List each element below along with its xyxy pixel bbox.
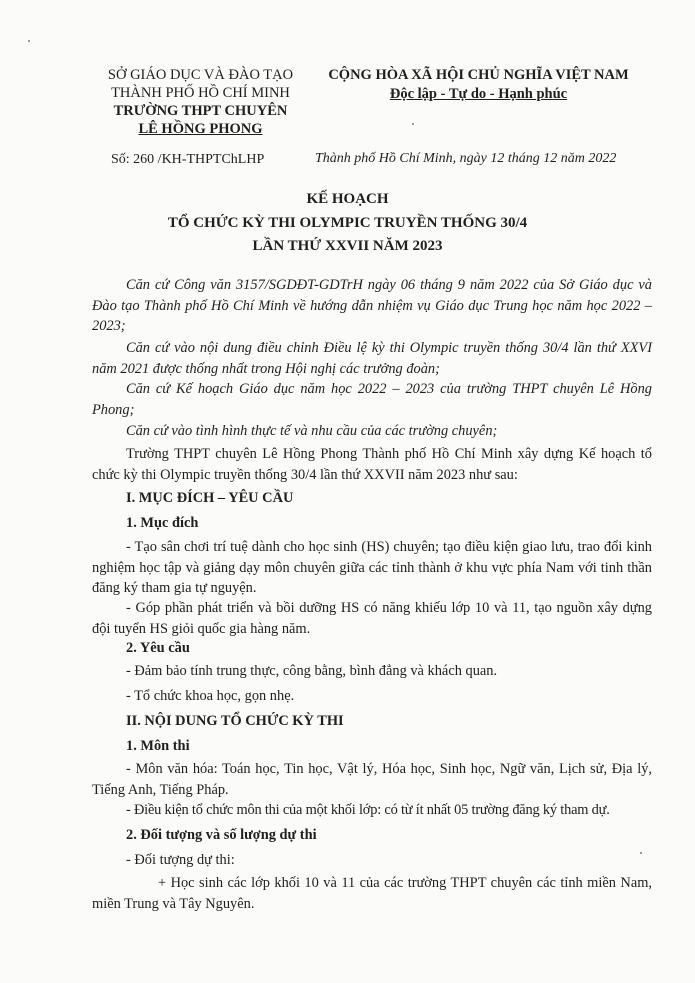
scan-speck: [640, 852, 642, 854]
intro-paragraph: Trường THPT chuyên Lê Hồng Phong Thành phố Hồ Chí Minh xây dựng Kế hoạch tổ chức kỳ thi Olympic truyền thống 30/4 lần thứ XXVII năm 2023 như sau:: [92, 446, 652, 483]
section-1-heading: I. MỤC ĐÍCH – YÊU CẦU: [126, 490, 294, 506]
section-2-2-heading: 2. Đối tượng và số lượng dự thi: [126, 827, 317, 843]
document-number: Số: 260 /KH-THPTChLHP: [111, 152, 265, 167]
motto: Độc lập - Tự do - Hạnh phúc: [389, 86, 568, 102]
section-1-2-heading: 2. Yêu cầu: [126, 640, 190, 656]
subject-condition-paragraph: - Điều kiện tổ chức môn thi của một khối lớp: có từ ít nhất 05 trường đăng ký tham dự.: [126, 802, 610, 818]
requirement-1: - Đảm bảo tính trung thực, công bằng, bình đẳng và khách quan.: [126, 663, 498, 679]
scan-speck: [412, 123, 414, 125]
subjects-paragraph: - Môn văn hóa: Toán học, Tin học, Vật lý, Hóa học, Sinh học, Ngữ văn, Lịch sử, Địa lý, Tiếng Anh, Tiếng Pháp.: [92, 761, 652, 798]
doc-title-line-3: LẦN THỨ XXVII NĂM 2023: [252, 238, 443, 254]
doc-title-line-2: TỔ CHỨC KỲ THI OLYMPIC TRUYỀN THỐNG 30/4: [167, 215, 528, 231]
country-name: CỘNG HÒA XÃ HỘI CHỦ NGHĨA VIỆT NAM: [328, 67, 629, 83]
issuing-agency-block: [88, 66, 313, 138]
basis-paragraph-3: Căn cứ Kế hoạch Giáo dục năm học 2022 – 2023 của trường THPT chuyên Lê Hồng Phong;: [92, 381, 652, 418]
basis-paragraph-2: Căn cứ vào nội dung điều chỉnh Điều lệ kỳ thi Olympic truyền thống 30/4 lần thứ XXVI năm 2021 được thống nhất trong Hội nghị các trưởng đoàn;: [92, 340, 652, 377]
section-2-heading: II. NỘI DUNG TỔ CHỨC KỲ THI: [126, 713, 344, 729]
national-motto-block: [306, 66, 651, 104]
purpose-paragraph-2: - Góp phần phát triển và bồi dưỡng HS có năng khiếu lớp 10 và 11, tạo nguồn xây dựng đội tuyển HS giỏi quốc gia hàng năm.: [92, 600, 652, 637]
school-name-line-1: TRƯỜNG THPT CHUYÊN: [113, 103, 288, 119]
basis-paragraph-4: Căn cứ vào tình hình thực tế và nhu cầu của các trường chuyên;: [126, 423, 498, 439]
participants-detail-paragraph: + Học sinh các lớp khối 10 và 11 của các trường THPT chuyên các tỉnh miền Nam, miền Trung và Tây Nguyên.: [92, 875, 652, 912]
doc-type-title: KẾ HOẠCH: [306, 191, 389, 207]
participants-paragraph: - Đối tượng dự thi:: [126, 852, 235, 868]
section-1-1-heading: 1. Mục đích: [126, 515, 199, 531]
basis-paragraph-1: Căn cứ Công văn 3157/SGDĐT-GDTrH ngày 06 tháng 9 năm 2022 của Sở Giáo dục và Đào tạo Thành phố Hồ Chí Minh về hướng dẫn nhiệm vụ Giáo dục Trung học năm học 2022 – 2023;: [92, 277, 652, 334]
agency-line-1: SỞ GIÁO DỤC VÀ ĐÀO TẠO: [107, 67, 294, 83]
scan-speck: [28, 40, 30, 42]
school-name-line-2: LÊ HỒNG PHONG: [138, 121, 263, 137]
document-date: Thành phố Hồ Chí Minh, ngày 12 tháng 12 năm 2022: [315, 151, 617, 166]
requirement-2: - Tổ chức khoa học, gọn nhẹ.: [126, 688, 295, 704]
agency-line-2: THÀNH PHỐ HỒ CHÍ MINH: [111, 85, 290, 101]
purpose-paragraph-1: - Tạo sân chơi trí tuệ dành cho học sinh (HS) chuyên; tạo điều kiện giao lưu, trao đổi kinh nghiệm học tập và giảng dạy môn chuyên giữa các tỉnh thành ở khu vực phía Nam với tinh thần đăng ký tham gia tự nguyện.: [92, 539, 652, 596]
section-2-1-heading: 1. Môn thi: [126, 738, 190, 754]
